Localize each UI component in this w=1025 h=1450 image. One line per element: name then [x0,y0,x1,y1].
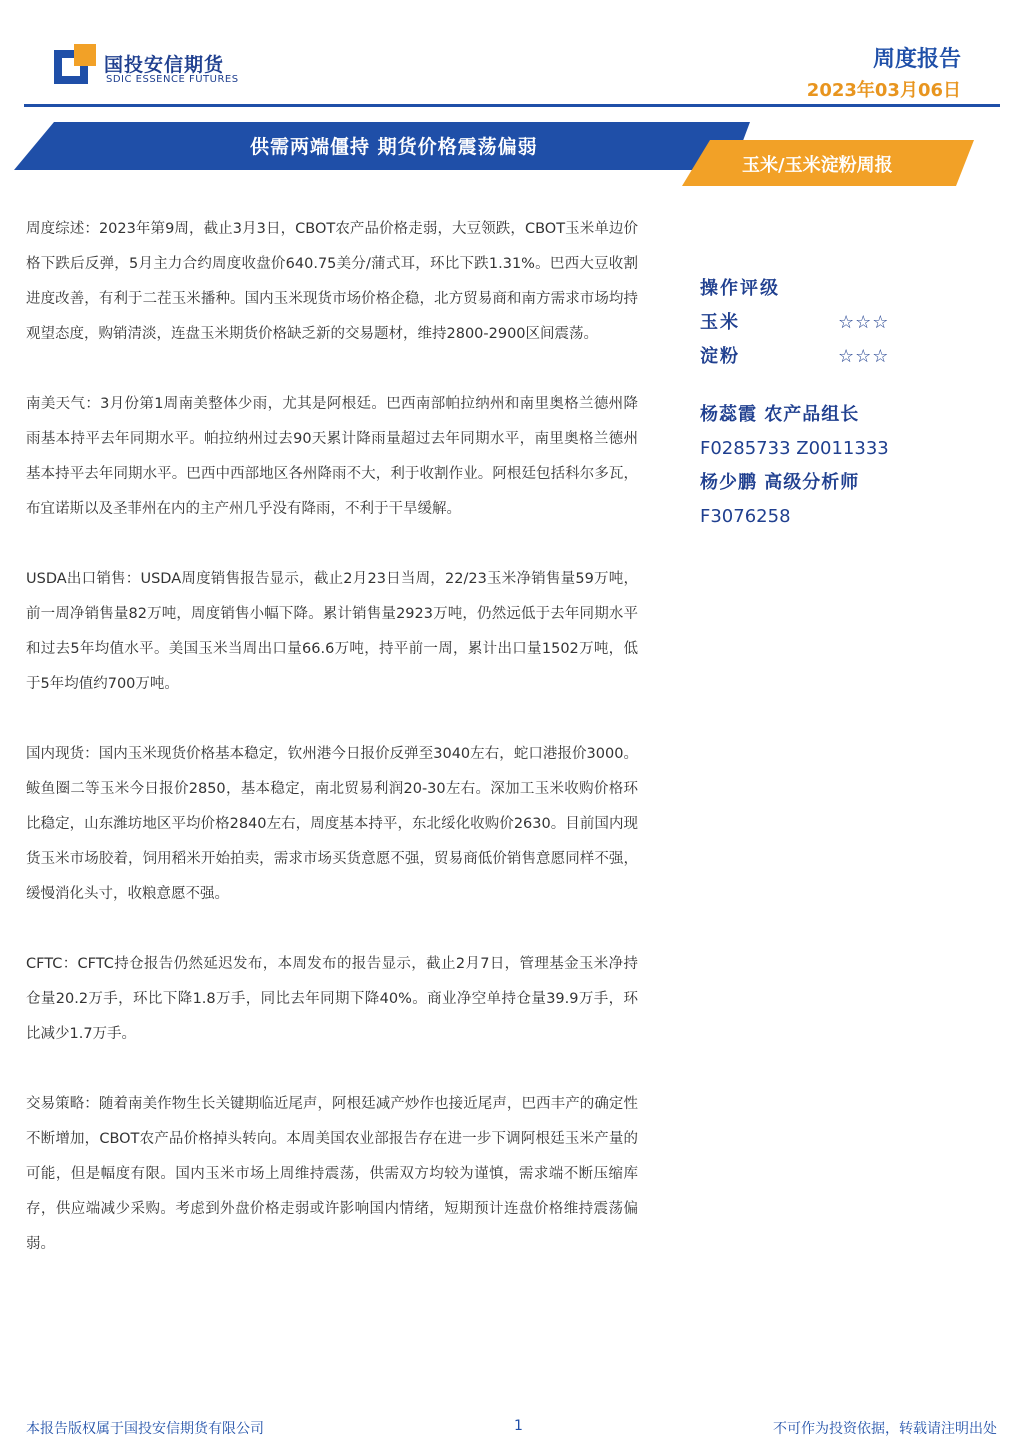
paragraph-south-america-weather: 南美天气：3月份第1周南美整体少雨，尤其是阿根廷。巴西南部帕拉纳州和南里奥格兰德州降雨基本持平去年同期水平。帕拉纳州过去90天累计降雨量超过去年同期水平，南里奥格兰德州基本持平去年同期水平。巴西中西部地区各州降雨不大，利于收割作业。阿根廷包括科尔多瓦，布宜诺斯以及圣菲州在内的主产州几乎没有降雨，不利于干旱缓解。 [26,396,638,517]
rating-label: 淀粉 [700,346,740,367]
header-divider [24,104,1000,107]
report-date: 2023年03月06日 [806,80,961,101]
rating-row-starch [700,340,960,374]
company-name-cn: 国投安信期货 [104,54,225,76]
footer-copyright: 本报告版权属于国投安信期货有限公司 [26,1421,264,1437]
footer-disclaimer: 不可作为投资依据，转载请注明出处 [773,1421,997,1437]
page-number: 1 [514,1418,523,1434]
main-content [26,212,638,1297]
sidebar [700,272,960,534]
analyst-name: 杨蕊霞 农产品组长 [700,404,860,425]
report-header [0,0,1025,110]
star-rating-icon: ☆☆☆ [838,312,890,333]
report-subtitle: 玉米/玉米淀粉周报 [742,155,893,176]
company-name-en: SDIC ESSENCE FUTURES [106,74,239,85]
paragraph-domestic-spot: 国内现货：国内玉米现货价格基本稳定，钦州港今日报价反弹至3040左右，蛇口港报价3000。鲅鱼圈二等玉米今日报价2850，基本稳定，南北贸易利润20-30左右。深加工玉米收购价格环比稳定，山东潍坊地区平均价格2840左右，周度基本持平，东北绥化收购价2630。目前国内现货玉米市场胶着，饲用稻米开始拍卖，需求市场买货意愿不强，贸易商低价销售意愿同样不强，缓慢消化头寸，收粮意愿不强。 [26,746,638,902]
analyst-name: 杨少鹏 高级分析师 [700,472,860,493]
report-type: 周度报告 [872,47,961,72]
paragraph-cftc: CFTC：CFTC持仓报告仍然延迟发布，本周发布的报告显示，截止2月7日，管理基金玉米净持仓量20.2万手，环比下降1.8万手，同比去年同期下降40%。商业净空单持仓量39.9万手，环比减少1.7万手。 [26,956,638,1042]
paragraph-usda-export: USDA出口销售：USDA周度销售报告显示，截止2月23日当周，22/23玉米净销售量59万吨，前一周净销售量82万吨，周度销售小幅下降。累计销售量2923万吨，仍然远低于去年同期水平和过去5年均值水平。美国玉米当周出口量66.6万吨，持平前一周，累计出口量1502万吨，低于5年均值约700万吨。 [26,571,638,692]
paragraph-trading-strategy: 交易策略：随着南美作物生长关键期临近尾声，阿根廷减产炒作也接近尾声，巴西丰产的确定性不断增加，CBOT农产品价格掉头转向。本周美国农业部报告存在进一步下调阿根廷玉米产量的可能，但是幅度有限。国内玉米市场上周维持震荡，供需双方均较为谨慎，需求端不断压缩库存，供应端减少采购。考虑到外盘价格走弱或许影响国内情绪，短期预计连盘价格维持震荡偏弱。 [26,1096,638,1252]
company-logo-icon [54,44,96,84]
rating-row-corn [700,306,960,340]
rating-title: 操作评级 [700,278,780,299]
paragraph-weekly-summary: 周度综述：2023年第9周，截止3月3日，CBOT农产品价格走弱，大豆领跌，CBOT玉米单边价格下跌后反弹，5月主力合约周度收盘价640.75美分/蒲式耳，环比下跌1.31%。巴西大豆收割进度改善，有利于二茬玉米播种。国内玉米现货市场价格企稳，北方贸易商和南方需求市场均持观望态度，购销清淡，连盘玉米期货价格缺乏新的交易题材，维持2800-2900区间震荡。 [26,221,638,342]
analyst-license: F3076258 [700,506,791,527]
analyst-license: F0285733 Z0011333 [700,438,889,459]
star-rating-icon: ☆☆☆ [838,346,890,367]
rating-label: 玉米 [700,312,740,333]
report-title: 供需两端僵持 期货价格震荡偏弱 [250,136,538,158]
